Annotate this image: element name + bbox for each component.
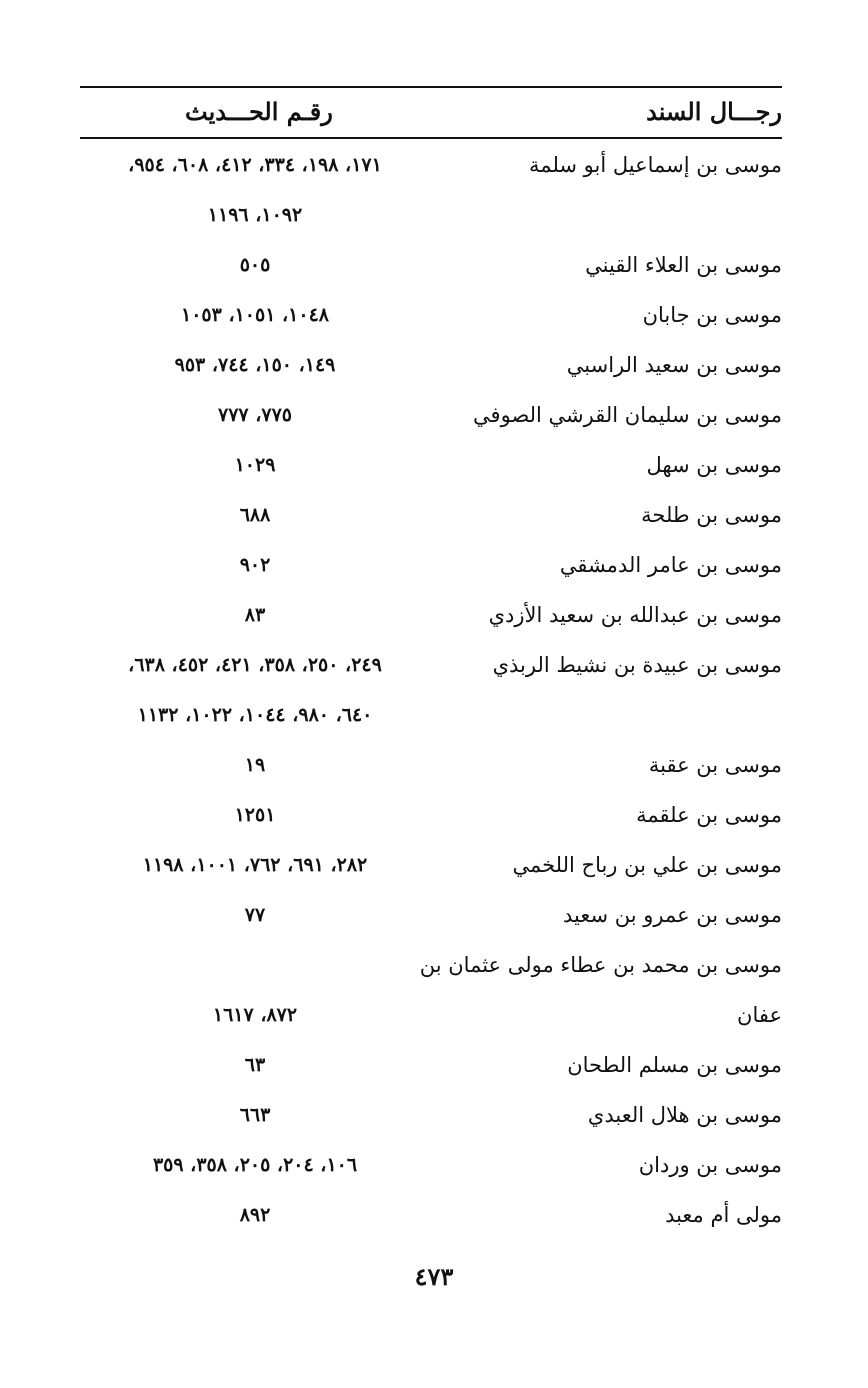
table-row (80, 1090, 782, 1140)
table-row (80, 440, 782, 490)
table-row (80, 390, 782, 440)
table-row (80, 1040, 782, 1090)
hadith-numbers: ٢٤٩، ٢٥٠، ٣٥٨، ٤٢١، ٤٥٢، ٦٣٨، (128, 654, 382, 676)
hadith-numbers: ١٩ (244, 754, 266, 776)
narrator-name: موسى بن علقمة (636, 803, 782, 827)
narrator-name: موسى بن عامر الدمشقي (559, 553, 782, 577)
hadith-numbers: ١٧١، ١٩٨، ٣٣٤، ٤١٢، ٦٠٨، ٩٥٤، (128, 154, 382, 176)
table-row (80, 190, 782, 240)
hadith-numbers: ٦٨٨ (239, 504, 271, 526)
hadith-numbers: ١٠٩٢، ١١٩٦ (207, 204, 303, 226)
hadith-numbers: ٦٤٠، ٩٨٠، ١٠٤٤، ١٠٢٢، ١١٣٢ (137, 704, 373, 726)
top-rule (80, 86, 782, 88)
header-rule (80, 137, 782, 139)
hadith-numbers: ٥٠٥ (239, 254, 271, 276)
hadith-numbers: ١٢٥١ (234, 804, 276, 826)
narrator-name: موسى بن علي بن رباح اللخمي (512, 853, 782, 877)
hadith-numbers: ١٤٩، ١٥٠، ٧٤٤، ٩٥٣ (174, 354, 336, 376)
table-row (80, 940, 782, 990)
table-row (80, 740, 782, 790)
table-row (80, 840, 782, 890)
narrator-name: موسى بن عمرو بن سعيد (562, 903, 782, 927)
narrator-name: موسى بن محمد بن عطاء مولى عثمان بن (419, 953, 782, 977)
hadith-numbers: ٨٣ (244, 604, 266, 626)
hadith-numbers: ٨٧٢، ١٦١٧ (212, 1004, 298, 1026)
table-row (80, 240, 782, 290)
table-row (80, 890, 782, 940)
table-row (80, 640, 782, 690)
table-row (80, 590, 782, 640)
hadith-numbers: ١٠٦، ٢٠٤، ٢٠٥، ٣٥٨، ٣٥٩ (152, 1154, 358, 1176)
hadith-numbers: ٢٨٢، ٦٩١، ٧٦٢، ١٠٠١، ١١٩٨ (142, 854, 368, 876)
hadith-numbers: ٩٠٢ (239, 554, 271, 576)
hadith-numbers: ٧٧ (244, 904, 266, 926)
table-row (80, 290, 782, 340)
narrator-name: موسى بن سليمان القرشي الصوفي (473, 403, 782, 427)
narrator-name: موسى بن عبدالله بن سعيد الأزدي (488, 603, 782, 627)
narrator-name: موسى بن هلال العبدي (587, 1103, 782, 1127)
narrator-name: موسى بن سعيد الراسبي (566, 353, 782, 377)
header-narrators: رجـــال السند (646, 97, 782, 126)
table-row (80, 490, 782, 540)
hadith-numbers: ٦٣ (244, 1054, 266, 1076)
hadith-numbers: ٨٩٢ (239, 1204, 271, 1226)
index-table (80, 140, 782, 1240)
hadith-numbers: ١٠٤٨، ١٠٥١، ١٠٥٣ (181, 304, 329, 326)
table-row (80, 990, 782, 1040)
narrator-name: موسى بن طلحة (641, 503, 782, 527)
narrator-name: موسى بن جابان (642, 303, 782, 327)
hadith-numbers: ٧٧٥، ٧٧٧ (218, 404, 292, 426)
narrator-name: موسى بن وردان (638, 1153, 782, 1177)
page-number: ٤٧٣ (414, 1262, 454, 1291)
table-row (80, 540, 782, 590)
narrator-name: موسى بن عقبة (648, 753, 782, 777)
narrator-name: عفان (737, 1003, 782, 1027)
narrator-name: مولى أم معبد (665, 1203, 782, 1227)
narrator-name: موسى بن سهل (646, 453, 782, 477)
narrator-name: موسى بن إسماعيل أبو سلمة (529, 153, 782, 177)
table-row (80, 340, 782, 390)
table-row (80, 1190, 782, 1240)
header-hadith-numbers: رقـم الحـــديث (185, 97, 333, 126)
table-row (80, 1140, 782, 1190)
narrator-name: موسى بن مسلم الطحان (567, 1053, 782, 1077)
hadith-numbers: ١٠٢٩ (234, 454, 276, 476)
narrator-name: موسى بن العلاء القيني (585, 253, 782, 277)
hadith-numbers: ٦٦٣ (239, 1104, 271, 1126)
table-row (80, 690, 782, 740)
narrator-name: موسى بن عبيدة بن نشيط الربذي (492, 653, 782, 677)
table-row (80, 140, 782, 190)
table-row (80, 790, 782, 840)
